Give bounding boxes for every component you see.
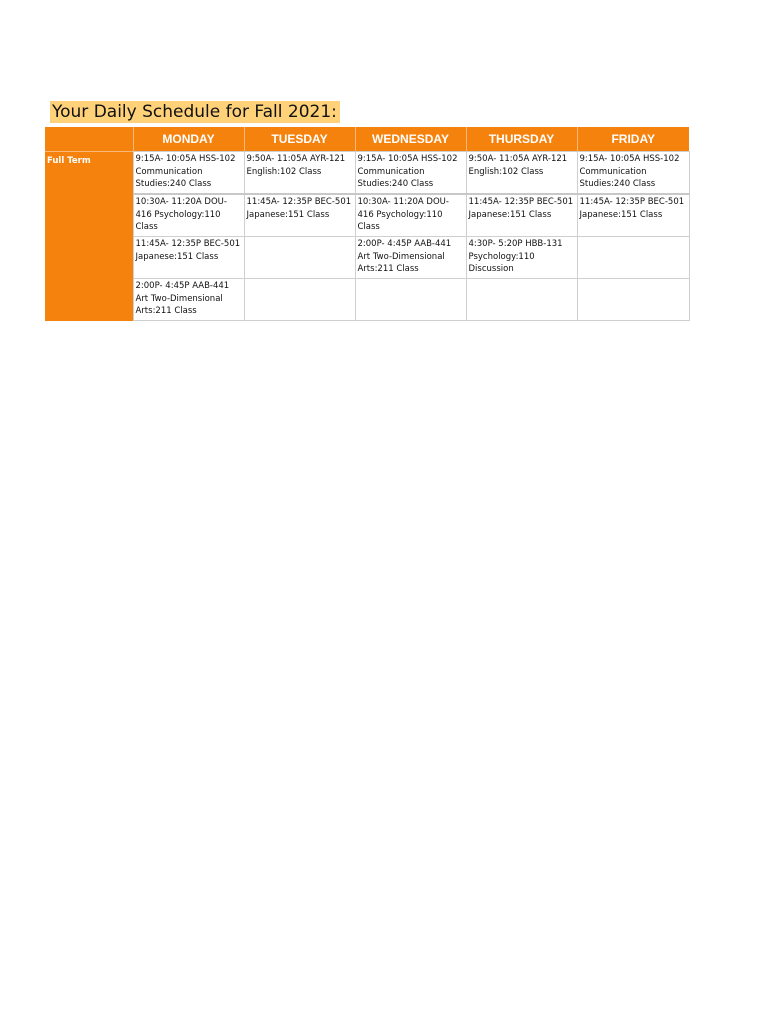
schedule-cell: 10:30A- 11:20A DOU-416 Psychology:110 Class (133, 194, 244, 237)
schedule-cell: 11:45A- 12:35P BEC-501 Japanese:151 Class (577, 194, 689, 237)
term-label: Full Term (45, 152, 133, 321)
header-corner (45, 127, 133, 152)
schedule-cell: 2:00P- 4:45P AAB-441 Art Two-Dimensional Arts:211 Class (133, 279, 244, 321)
table-row (45, 152, 689, 195)
header-thursday: THURSDAY (466, 127, 577, 152)
schedule-cell: 9:15A- 10:05A HSS-102 Communication Studies:240 Class (133, 152, 244, 195)
schedule-cell: 9:15A- 10:05A HSS-102 Communication Studies:240 Class (577, 152, 689, 195)
schedule-cell: 2:00P- 4:45P AAB-441 Art Two-Dimensional Arts:211 Class (355, 237, 466, 279)
header-row (45, 127, 689, 152)
schedule-cell: 11:45A- 12:35P BEC-501 Japanese:151 Class (133, 237, 244, 279)
schedule-table (45, 127, 690, 321)
header-monday: MONDAY (133, 127, 244, 152)
header-wednesday: WEDNESDAY (355, 127, 466, 152)
header-friday: FRIDAY (577, 127, 689, 152)
schedule-cell (244, 279, 355, 321)
schedule-cell: 9:50A- 11:05A AYR-121 English:102 Class (244, 152, 355, 195)
schedule-cell (577, 279, 689, 321)
table-row (45, 279, 689, 321)
schedule-cell (577, 237, 689, 279)
header-tuesday: TUESDAY (244, 127, 355, 152)
table-row (45, 194, 689, 237)
schedule-cell: 10:30A- 11:20A DOU-416 Psychology:110 Class (355, 194, 466, 237)
schedule-cell (466, 279, 577, 321)
page-title: Your Daily Schedule for Fall 2021: (50, 101, 340, 123)
schedule-cell: 4:30P- 5:20P HBB-131 Psychology:110 Discussion (466, 237, 577, 279)
schedule-cell: 9:50A- 11:05A AYR-121 English:102 Class (466, 152, 577, 195)
schedule-cell: 9:15A- 10:05A HSS-102 Communication Studies:240 Class (355, 152, 466, 195)
table-row (45, 237, 689, 279)
schedule-cell: 11:45A- 12:35P BEC-501 Japanese:151 Class (466, 194, 577, 237)
schedule-cell: 11:45A- 12:35P BEC-501 Japanese:151 Class (244, 194, 355, 237)
schedule-cell (244, 237, 355, 279)
schedule-cell (355, 279, 466, 321)
